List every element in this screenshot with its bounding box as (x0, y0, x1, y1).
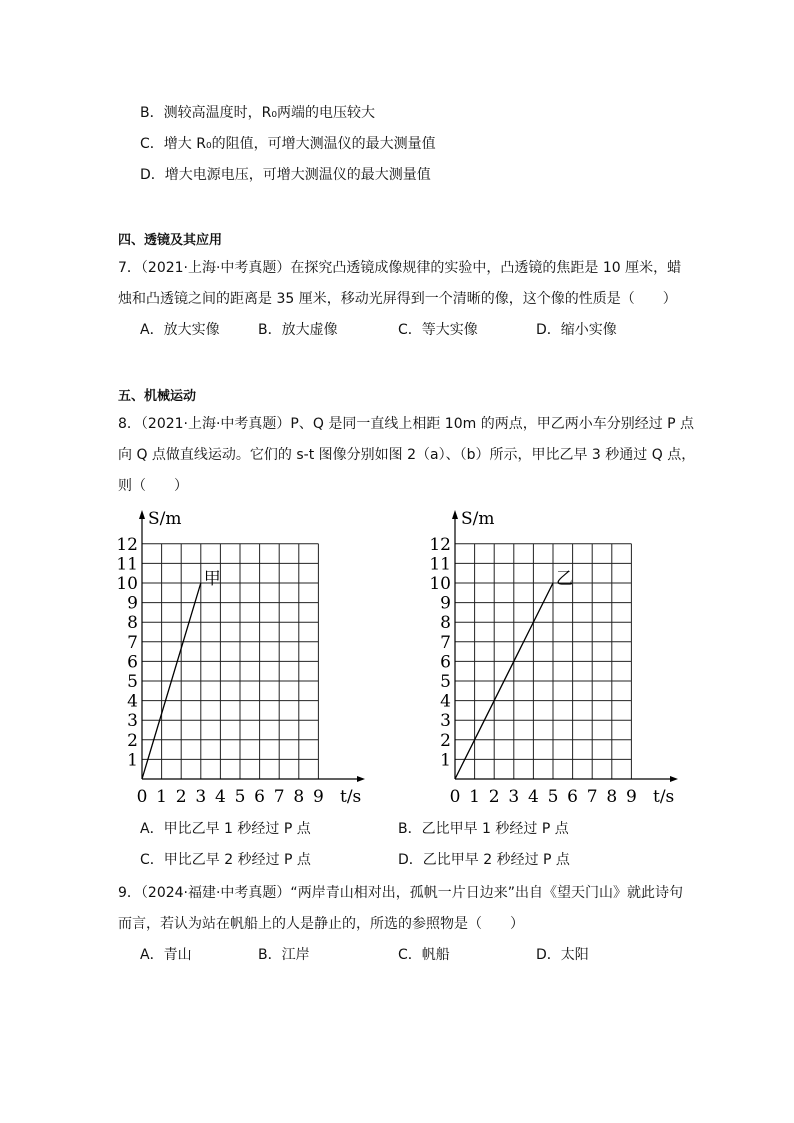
q8-line1: 8．（2021·上海·中考真题）P、Q 是同一直线上相距 10m 的两点，甲乙两小车分别经过 P 点 (118, 416, 695, 432)
chart-a-y-tick-label: 2 (127, 730, 138, 751)
chart-a-y-tick-label: 7 (127, 632, 138, 653)
chart-b-x-axis-arrow (670, 776, 678, 782)
section5-title: 五、机械运动 (118, 389, 197, 404)
chart-b-y-axis-arrow (452, 510, 458, 519)
q7-option-c: C．等大实像 (398, 322, 478, 338)
q7-line2: 烛和凸透镜之间的距离是 35 厘米，移动光屏得到一个清晰的像，这个像的性质是（ ） (118, 291, 677, 307)
chart-b-x-tick-label: 1 (469, 787, 481, 805)
q7-option-d: D．缩小实像 (536, 322, 617, 338)
q6-option-c: C．增大 R₀的阻值，可增大测温仪的最大测量值 (140, 136, 436, 152)
q8-line2: 向 Q 点做直线运动。它们的 s-t 图像分别如图 2（a）、（b）所示，甲比乙早 3 秒通过 Q 点， (118, 447, 696, 463)
chart-a-y-axis-arrow (139, 510, 145, 519)
q9-line2: 而言，若认为站在帆船上的人是静止的，所选的参照物是（ ） (118, 916, 524, 932)
chart-b-y-tick-label: 8 (440, 613, 451, 634)
chart-a-y-tick-label: 4 (127, 691, 138, 712)
chart-b-x-tick-label: 3 (508, 787, 520, 805)
chart-b-series-label: 乙 (556, 569, 573, 589)
chart-b-x-tick-label: 6 (567, 787, 579, 805)
chart-b-st-graph (428, 505, 688, 805)
q8-option-d: D．乙比甲早 2 秒经过 P 点 (398, 852, 570, 868)
chart-a-x-tick-label: 4 (214, 787, 226, 805)
chart-a-y-tick-label: 10 (116, 574, 138, 594)
chart-a-x-tick-label: 9 (312, 787, 324, 805)
chart-b-y-axis-label: S/m (461, 509, 495, 529)
chart-b-x-tick-label: 8 (606, 787, 618, 805)
chart-a-y-tick-label: 12 (116, 534, 138, 555)
q8-option-a: A．甲比乙早 1 秒经过 P 点 (140, 821, 311, 837)
chart-b-y-tick-label: 11 (429, 554, 451, 575)
chart-b-x-tick-label: 5 (547, 787, 559, 805)
chart-a-x-tick-label: 5 (234, 787, 246, 805)
chart-b-x-tick-label: 7 (586, 787, 598, 805)
chart-b-x-tick-label: 2 (488, 787, 500, 805)
chart-a-y-tick-label: 8 (127, 613, 138, 634)
chart-a-x-tick-label: 0 (136, 787, 148, 805)
chart-a-y-tick-label: 9 (127, 593, 138, 614)
chart-a-x-tick-label: 8 (293, 787, 305, 805)
q8-line3: 则（ ） (118, 478, 188, 494)
chart-a-st-graph (115, 505, 375, 805)
chart-b-x-tick-label: 4 (527, 787, 539, 805)
q7-line1: 7．（2021·上海·中考真题）在探究凸透镜成像规律的实验中，凸透镜的焦距是 10 厘米，蜡 (118, 260, 682, 276)
chart-b-y-tick-label: 5 (440, 672, 451, 692)
chart-a-x-tick-label: 6 (254, 787, 266, 805)
chart-a-y-tick-label: 11 (116, 554, 138, 575)
chart-a-x-tick-label: 7 (273, 787, 285, 805)
chart-b-y-tick-label: 4 (440, 691, 451, 712)
q9-option-b: B．江岸 (258, 947, 310, 963)
chart-b-y-tick-label: 1 (440, 750, 451, 771)
chart-a-x-tick-label: 1 (156, 787, 168, 805)
chart-a-x-axis-label: t/s (340, 787, 362, 805)
chart-a-y-tick-label: 5 (127, 672, 138, 692)
chart-b-y-tick-label: 10 (429, 574, 451, 594)
q9-option-c: C．帆船 (398, 947, 450, 963)
chart-b-y-tick-label: 6 (440, 652, 451, 673)
chart-a-y-tick-label: 3 (127, 711, 138, 732)
chart-b-x-axis-label: t/s (653, 787, 675, 805)
q9-option-a: A．青山 (140, 947, 192, 963)
q6-option-b: B．测较高温度时，R₀两端的电压较大 (140, 105, 375, 121)
q7-option-a: A．放大实像 (140, 322, 220, 338)
chart-a-x-tick-label: 3 (195, 787, 207, 805)
chart-b-y-tick-label: 7 (440, 632, 451, 653)
chart-b-y-tick-label: 3 (440, 711, 451, 732)
q8-option-c: C．甲比乙早 2 秒经过 P 点 (140, 852, 311, 868)
q9-option-d: D．太阳 (536, 947, 589, 963)
chart-a-y-tick-label: 1 (127, 750, 138, 771)
section4-title: 四、透镜及其应用 (118, 233, 223, 248)
chart-a-x-tick-label: 2 (175, 787, 187, 805)
chart-b-x-tick-label: 0 (449, 787, 461, 805)
chart-b-y-tick-label: 9 (440, 593, 451, 614)
chart-b-y-tick-label: 12 (429, 534, 451, 555)
chart-b-x-tick-label: 9 (625, 787, 637, 805)
chart-a-y-axis-label: S/m (148, 509, 182, 529)
q9-line1: 9．（2024·福建·中考真题）“两岸青山相对出，孤帆一片日边来”出自《望天门山》就此诗句 (118, 885, 683, 901)
chart-a-y-tick-label: 6 (127, 652, 138, 673)
chart-a-series-label: 甲 (203, 569, 221, 589)
chart-a-x-axis-arrow (357, 776, 365, 782)
q6-option-d: D．增大电源电压，可增大测温仪的最大测量值 (140, 167, 431, 183)
q7-option-b: B．放大虚像 (258, 322, 338, 338)
q8-option-b: B．乙比甲早 1 秒经过 P 点 (398, 821, 569, 837)
chart-b-y-tick-label: 2 (440, 730, 451, 751)
